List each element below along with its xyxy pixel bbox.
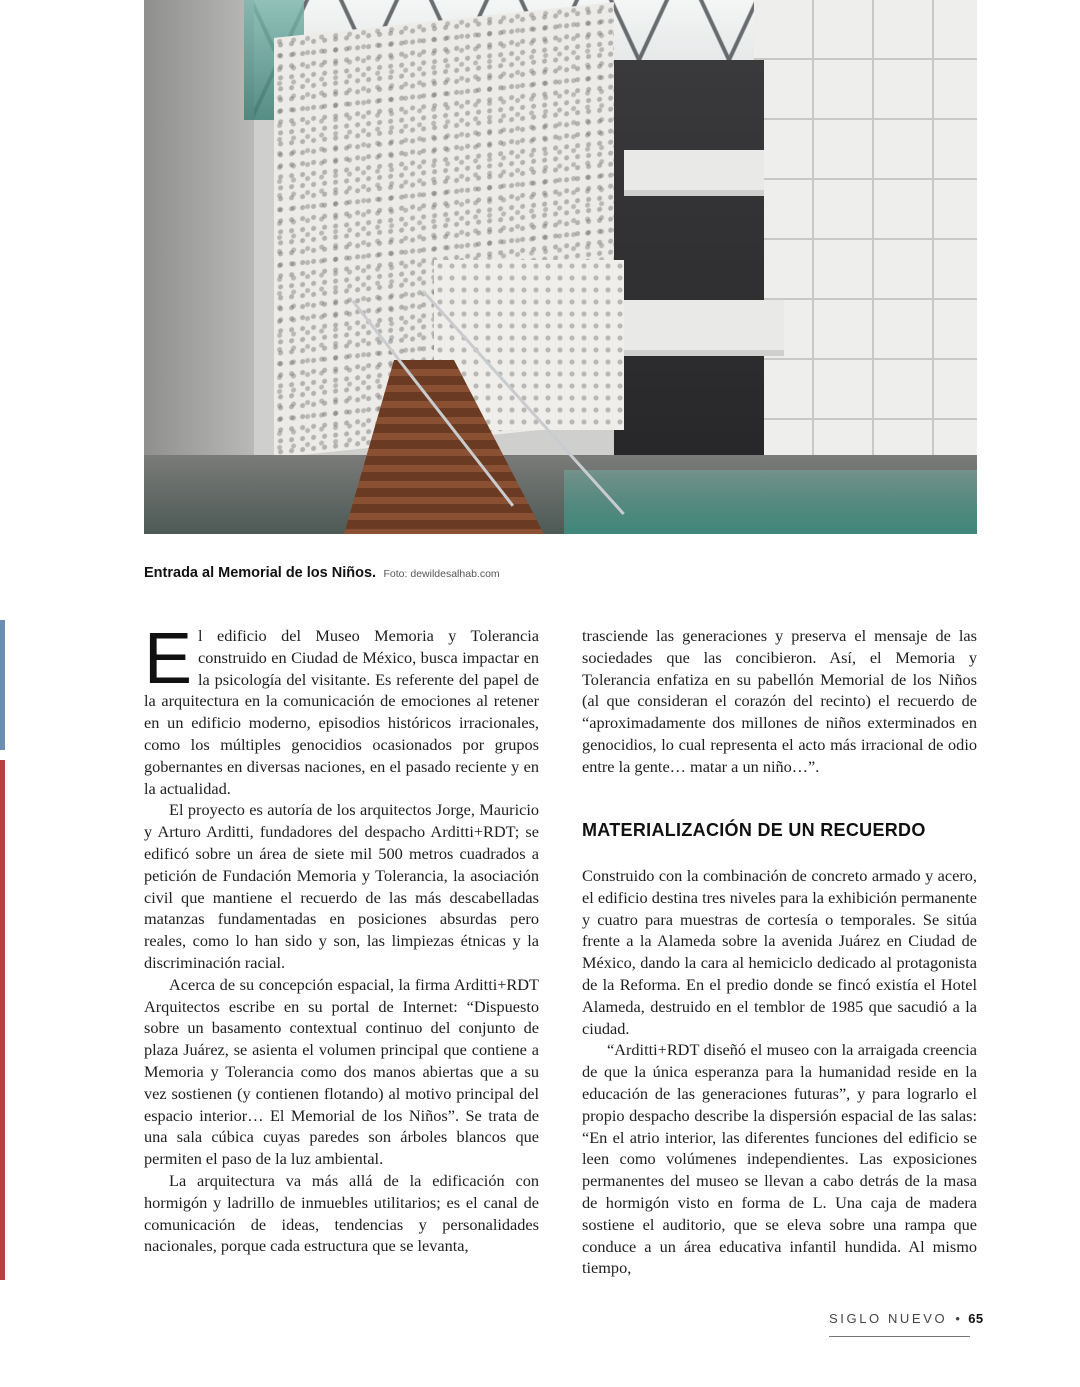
paragraph-text: l edificio del Museo Memoria y Tolerancia construido en Ciudad de México, busca impactar en la psicología del visitante. Es referente del papel de la arquitectura en la comunicación de emociones al retener en un edificio moderno, episodios históricos irracionales, como los múltiples genocidios ocasionados por grupos gobernantes en diversas naciones, en el pasado reciente y en la actualidad.: [144, 626, 539, 798]
paragraph: “Arditti+RDT diseñó el museo con la arraigada creencia de que la única esperanza para la humanidad reside en la educación de las generaciones futuras”, y para lograrlo el propio despacho describe la dispersión espacial de las salas: “En el atrio interior, las diferentes funciones del edificio se leen como volúmenes independientes. Las exposiciones permanentes del museo se llevan a cabo detrás de la masa de hormigón visto en forma de L. Una caja de madera sostiene el auditorio, que se eleva sobre una rampa que conduce a un área educativa infantil hundida. Al mismo tiempo,: [582, 1040, 977, 1278]
section-heading: MATERIALIZACIÓN DE UN RECUERDO: [582, 820, 926, 840]
magazine-name: SIGLO NUEVO: [829, 1311, 948, 1326]
concrete-wall: [144, 0, 254, 534]
paragraph: [144, 619, 539, 799]
atrium-photo: [144, 0, 977, 534]
drop-cap: E: [144, 619, 193, 699]
page-footer: [829, 1311, 984, 1326]
article-column-right-top: [582, 625, 977, 778]
photo-caption: [144, 564, 500, 582]
page-edge-strip: [0, 620, 5, 750]
paragraph: trasciende las generaciones y preserva el mensaje de las sociedades que las concibieron. Así, el Memoria y Tolerancia enfatiza en su pabellón Memorial de los Niños (al que consideran el corazón del recinto) el recuerdo de “aproximadamente dos millones de niños exterminados en genocidios, lo cual representa el acto más irracional de odio entre la gente… matar a un niño…”.: [582, 626, 977, 776]
article-column-right-bottom: [582, 865, 977, 1279]
tiled-wall: [754, 0, 977, 534]
paragraph: El proyecto es autoría de los arquitectos Jorge, Mauricio y Arturo Arditti, fundadores del despacho Arditti+RDT; se edificó sobre un área de siete mil 500 metros cuadrados a petición de Fundación Memoria y Tolerancia, la asociación civil que mantiene el recuerdo de las más descabelladas matanzas fundamentadas en posiciones absurdas pero reales, como lo han sido y son, las limpiezas étnicas y la discriminación racial.: [144, 800, 539, 972]
caption-title: Entrada al Memorial de los Niños.: [144, 565, 377, 581]
footer-rule: [829, 1336, 970, 1337]
paragraph: La arquitectura va más allá de la edificación con hormigón y ladrillo de inmuebles utilitarios; es el canal de comunicación de ideas, tendencias y personalidades nacionales, porque cada estructura que se levanta,: [144, 1170, 539, 1256]
article-column-left: [144, 619, 539, 1257]
paragraph: Acerca de su concepción espacial, la firma Arditti+RDT Arquitectos escribe en su portal de Internet: “Dispuesto sobre un basamento contextual continuo del conjunto de plaza Juárez, se asienta el volumen principal que contiene a Memoria y Tolerancia como dos manos abiertas que a su vez sostienen (y contienen flotando) al motivo principal del espacio interior… El Memorial de los Niños”. Se trata de una sala cúbica cuyas paredes son árboles blancos que permiten el paso de la luz ambiental.: [144, 974, 539, 1169]
paragraph: Construido con la combinación de concreto armado y acero, el edificio destina tres niveles para la exhibición permanente y cuatro para muestras de cortesía o temporales. Se sitúa frente a la Alameda sobre la avenida Juárez en Ciudad de México, dando la cara al hemiciclo dedicado al protagonista de la Reforma. En el predio donde se fincó existía el Hotel Alameda, destruido en el temblor de 1985 que sacudió a la ciudad.: [582, 866, 977, 1038]
separator-dot: •: [955, 1311, 960, 1326]
photo-credit: Foto: dewildesalhab.com: [383, 568, 500, 580]
page-number: 65: [968, 1311, 984, 1326]
balcony: [624, 150, 764, 196]
balcony: [624, 300, 784, 356]
glass-railing: [564, 470, 977, 534]
page-edge-strip: [0, 760, 5, 1280]
